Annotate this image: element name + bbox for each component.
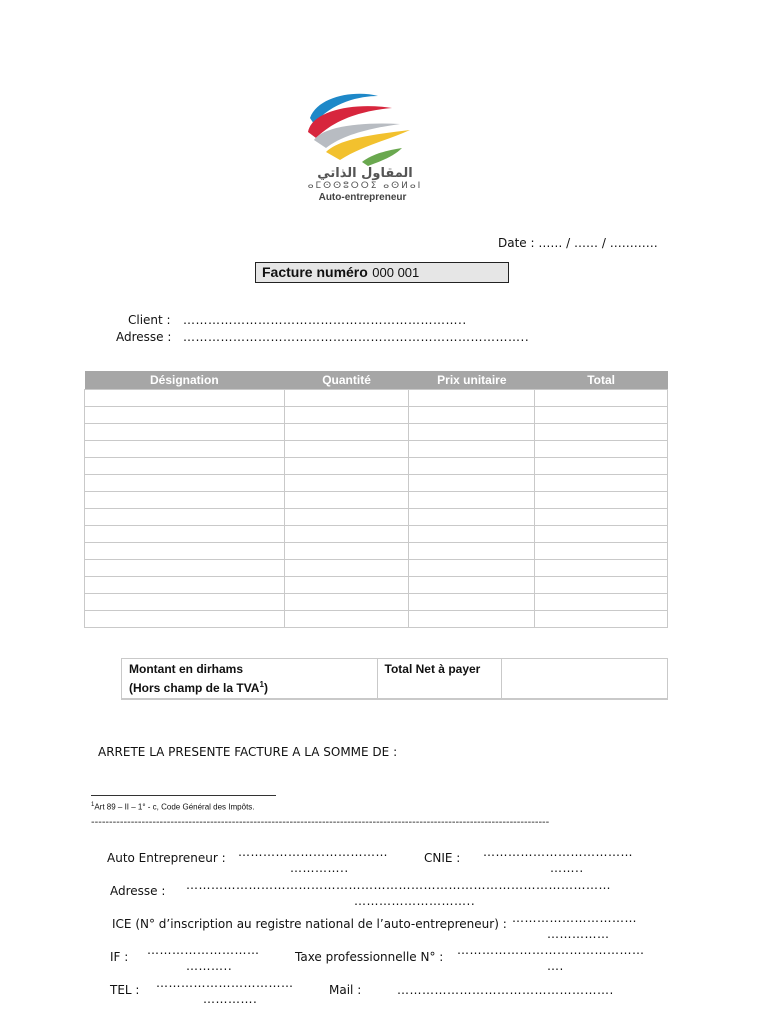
table-row [85,560,668,577]
table-cell [284,543,409,560]
cnie-label: CNIE : [424,851,461,865]
table-cell [85,441,285,458]
amount-label-line1: Montant en dirhams [129,662,244,676]
table-cell [284,407,409,424]
table-cell [535,611,668,628]
auto-entrepreneur-dots-2: ………….. [290,861,349,875]
table-cell [535,390,668,407]
header-designation: Désignation [85,371,285,390]
auto-entrepreneur-logo [300,88,430,208]
cnie-dots-1: ……………………………… [483,845,633,859]
totals-row [122,659,668,700]
table-row [85,441,668,458]
table-row [85,390,668,407]
table-cell [535,492,668,509]
items-table [84,371,668,628]
table-cell [535,424,668,441]
header-unit-price: Prix unitaire [409,371,535,390]
table-row [85,611,668,628]
table-cell [409,526,535,543]
table-row [85,492,668,509]
footnote [91,802,255,812]
table-row [85,577,668,594]
table-cell [409,390,535,407]
table-cell [85,543,285,560]
taxe-professionnelle-dots-2: …. [547,959,564,973]
table-cell [284,560,409,577]
table-cell [409,441,535,458]
table-cell [284,526,409,543]
footnote-number: 1 [91,802,95,808]
table-row [85,509,668,526]
table-cell [284,594,409,611]
table-cell [535,594,668,611]
amount-label-footnote-ref: 1 [259,680,264,689]
table-cell [85,390,285,407]
table-cell [409,543,535,560]
logo-emblem-icon [300,88,430,168]
table-cell [85,424,285,441]
amount-label-line2: (Hors champ de la TVA [129,681,260,695]
table-row [85,475,668,492]
table-cell [85,577,285,594]
invoice-number-label: Facture numéro [262,264,368,280]
header-quantity: Quantité [284,371,409,390]
table-cell [85,560,285,577]
taxe-professionnelle-label: Taxe professionnelle N° : [295,950,444,964]
table-cell [85,611,285,628]
net-label-cell: Total Net à payer [377,659,502,700]
table-cell [85,492,285,509]
invoice-number-value: 000 001 [372,265,420,280]
cnie-dots-2: …….. [550,861,584,875]
table-cell [535,441,668,458]
table-cell [284,509,409,526]
amount-label-end: ) [263,681,268,695]
address-dots: ……………………………………………………………………….. [183,330,530,344]
table-row [85,424,668,441]
if-dots-2: ……….. [186,959,233,973]
table-cell [535,458,668,475]
adresse-label: Adresse : [110,884,166,898]
table-row [85,594,668,611]
table-cell [409,560,535,577]
tel-dots-1: …………………………… [156,976,294,990]
invoice-number-box [255,262,509,283]
mail-dots: ……………………………………………. [397,983,614,997]
arrete-text: ARRETE LA PRESENTE FACTURE A LA SOMME DE : [98,745,398,759]
net-value-cell [502,659,668,700]
table-cell [535,407,668,424]
table-cell [409,424,535,441]
table-cell [85,475,285,492]
table-cell [284,458,409,475]
table-cell [409,407,535,424]
table-cell [409,458,535,475]
table-cell [409,509,535,526]
address-label: Adresse : [116,330,172,344]
if-dots-1: ……………………… [147,943,260,957]
logo-tifinagh-text: ⴰⵎⵙⵙⵓⵔⵔⵉ ⴰⵙⵍⴰⵏ [307,181,423,191]
client-label: Client : [128,313,171,327]
table-row [85,526,668,543]
table-cell [535,577,668,594]
table-cell [284,577,409,594]
table-cell [535,526,668,543]
table-cell [284,424,409,441]
logo-latin-text: Auto-entrepreneur [318,192,407,203]
totals-table [121,658,668,700]
ice-label: ICE (N° d’inscription au registre national de l’auto-entrepreneur) : [112,917,507,931]
adresse-dots-2: ……………………….. [354,894,476,908]
table-cell [284,475,409,492]
if-label: IF : [110,950,129,964]
table-cell [284,611,409,628]
tel-label: TEL : [110,983,140,997]
adresse-dots-1: ………………………………………………………………………………………… [186,878,611,892]
table-cell [85,407,285,424]
table-cell [85,509,285,526]
table-row [85,543,668,560]
auto-entrepreneur-label: Auto Entrepreneur : [107,851,226,865]
items-table-body [85,390,668,628]
table-cell [409,492,535,509]
ice-dots-1: ………………………… [512,911,637,925]
footnote-text: Art 89 – II – 1° - c, Code Général des Impôts. [94,802,255,812]
client-dots: ………………………………………………………….. [183,313,467,327]
header-total: Total [535,371,668,390]
footnote-rule [91,795,276,796]
table-cell [409,594,535,611]
table-cell [284,492,409,509]
taxe-professionnelle-dots-1: ……………………………………… [457,943,645,957]
table-cell [535,475,668,492]
auto-entrepreneur-dots-1: ……………………………… [238,845,388,859]
table-cell [284,441,409,458]
table-cell [409,577,535,594]
mail-label: Mail : [329,983,362,997]
table-row [85,407,668,424]
table-cell [535,560,668,577]
date-field: Date : …… / …… / ………… [498,236,658,250]
table-cell [535,509,668,526]
separator-line: ------------------------------------------------------------------------------------------------------------------------------- [91,817,550,828]
table-cell [409,611,535,628]
table-cell [85,458,285,475]
table-row [85,458,668,475]
tel-dots-2: …………. [203,992,258,1006]
table-cell [85,594,285,611]
amount-label-cell [122,659,378,700]
logo-arabic-text: المقاول الذاتي [317,166,413,181]
items-table-header [85,371,668,390]
ice-dots-2: …………… [547,927,610,941]
table-cell [284,390,409,407]
table-cell [85,526,285,543]
table-cell [409,475,535,492]
table-cell [535,543,668,560]
